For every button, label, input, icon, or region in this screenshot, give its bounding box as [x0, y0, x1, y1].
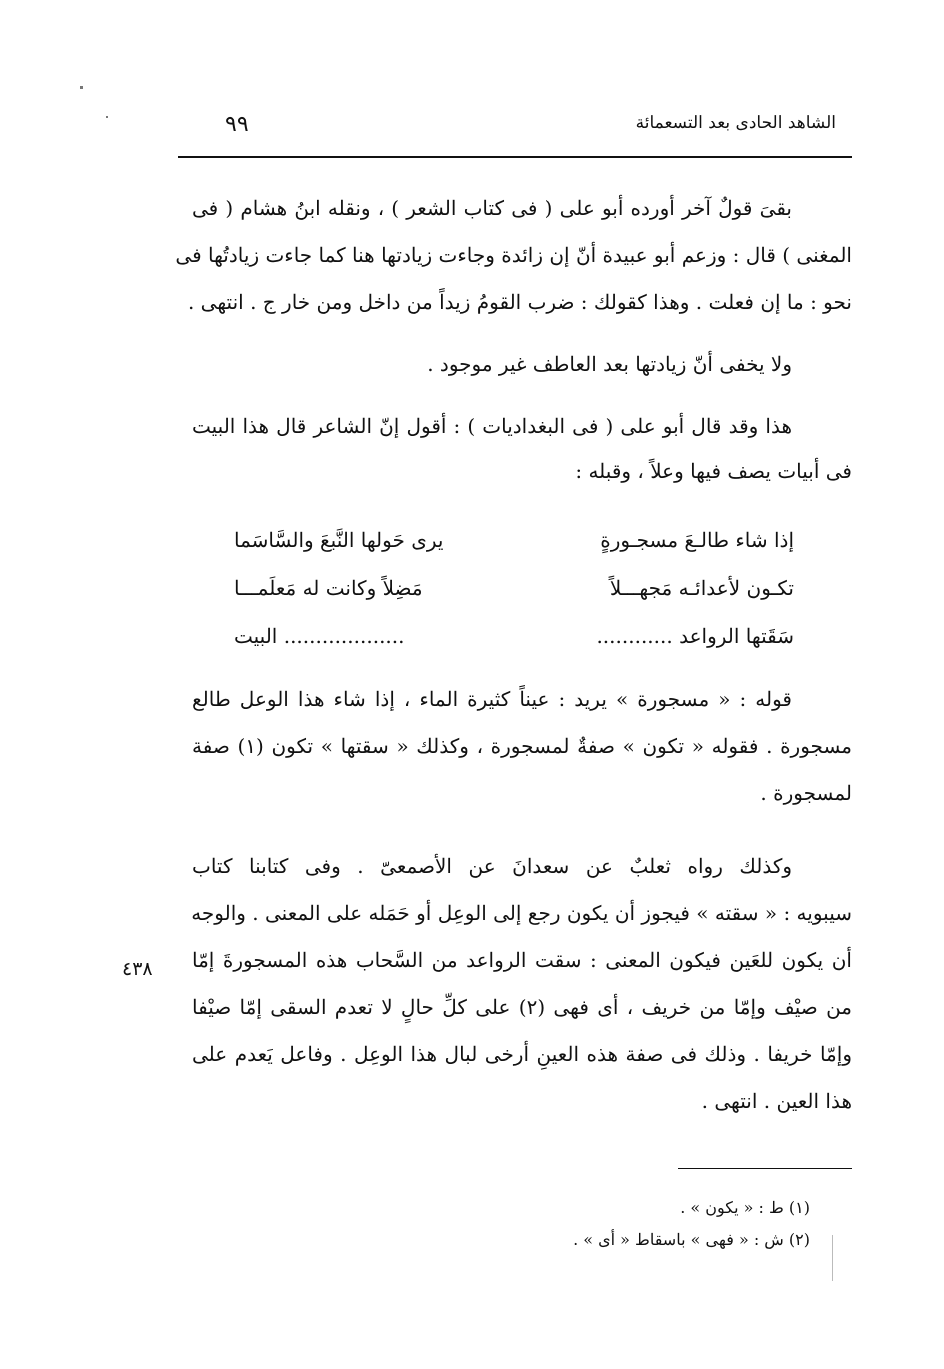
- verse-line: [234, 578, 794, 598]
- verse-second-hemistich: ................... البيت: [234, 624, 405, 648]
- text-line: المغنى ) قال : وزعم أبو عبيدة أنّ إن زائدة وجاءت زيادتها هنا كما جاءت زيادتُها فى: [175, 243, 852, 267]
- margin-number: ٤٣٨: [122, 958, 153, 980]
- text-line: مسجورة . فقوله « تكون » صفةٌ لمسجورة ، وكذلك « سقتها » تكون (١) صفة: [192, 734, 853, 758]
- poem-verses: [234, 530, 794, 674]
- text-line: قوله : « مسجورة » يريد : عيناً كثيرة الماء ، إذا شاء هذا الوعل طالع: [192, 687, 792, 711]
- verse-line: [234, 530, 794, 550]
- running-title: الشاهد الحادى بعد التسعمائة: [635, 113, 836, 133]
- paragraph-2: [192, 354, 852, 374]
- text-line: لمسجورة .: [760, 781, 852, 805]
- verse-second-hemistich: مَضِلاً وكانت له مَعلَمـــا: [234, 576, 423, 600]
- verse-second-hemistich: يرى حَولها النَّبعَ والسَّاسَما: [234, 528, 444, 552]
- page-number: ٩٩: [225, 112, 249, 137]
- text-line: ولا يخفى أنّ زيادتها بعد العاطف غير موجود .: [427, 352, 792, 376]
- footnote: (١) ط : « يكون » .: [680, 1198, 810, 1217]
- footnote: (٢) ش : « فهى » باسقاط « أى » .: [573, 1230, 810, 1249]
- text-line: فى أبيات يصف فيها وعلاً ، وقبله :: [575, 459, 852, 483]
- text-line: هذا وقد قال أبو على ( فى البغداديات ) : أقول إنّ الشاعر قال هذا البيت: [192, 414, 792, 438]
- scan-speck: [80, 86, 83, 89]
- text-line: من صيْف وإمّا من خريف ، أى فهى (٢) على كلِّ حالٍ لا تعدم السقى إمّا صيْفا: [192, 995, 853, 1019]
- footnotes: [310, 1200, 810, 1264]
- verse-first-hemistich: تكـون لأعدائـه مَجهـــلاً: [609, 576, 794, 600]
- paragraph-4: [192, 689, 852, 830]
- paragraph-1: [175, 196, 852, 339]
- verse-first-hemistich: إذا شاء طالـعَ مسجـورةٍ: [600, 528, 794, 552]
- text-line: وإمّا خريفا . وذلك فى صفة هذه العينِ أرخى لبال هذا الوعِل . وفاعل يَعدم على: [192, 1042, 852, 1066]
- text-line: أن يكون للعَين فيكون المعنى : سقت الرواعد من السَّحاب هذه المسجورةَ إمّا: [192, 948, 852, 972]
- text-line: سيبويه : « سقته » فيجوز أن يكون رجع إلى الوعِل أو حَمَله على المعنى . والوجه: [191, 901, 852, 925]
- scan-speck: [106, 116, 108, 118]
- verse-line: [234, 626, 794, 646]
- verse-first-hemistich: سَقَتها الرواعد ............: [596, 624, 794, 648]
- text-line: هذا العين . انتهى .: [701, 1089, 852, 1113]
- text-line: نحو : ما إن فعلت . وهذا كقولك : ضرب القومُ زيداً من داخل ومن خار ج . انتهى .: [187, 290, 852, 314]
- text-line: وكذلك رواه ثعلبٌ عن سعدانَ عن الأصمعىّ . وفى كتابنا كتاب: [192, 854, 792, 878]
- text-line: بقىَ قولٌ آخر أورده أبو على ( فى كتاب الشعر ) ، ونقله ابنُ هشام ( فى: [192, 196, 792, 220]
- paragraph-5: [192, 856, 852, 1138]
- scan-speck: [832, 1235, 833, 1281]
- header-rule: [178, 156, 852, 158]
- footnote-rule: [678, 1168, 852, 1169]
- paragraph-3: [192, 416, 852, 506]
